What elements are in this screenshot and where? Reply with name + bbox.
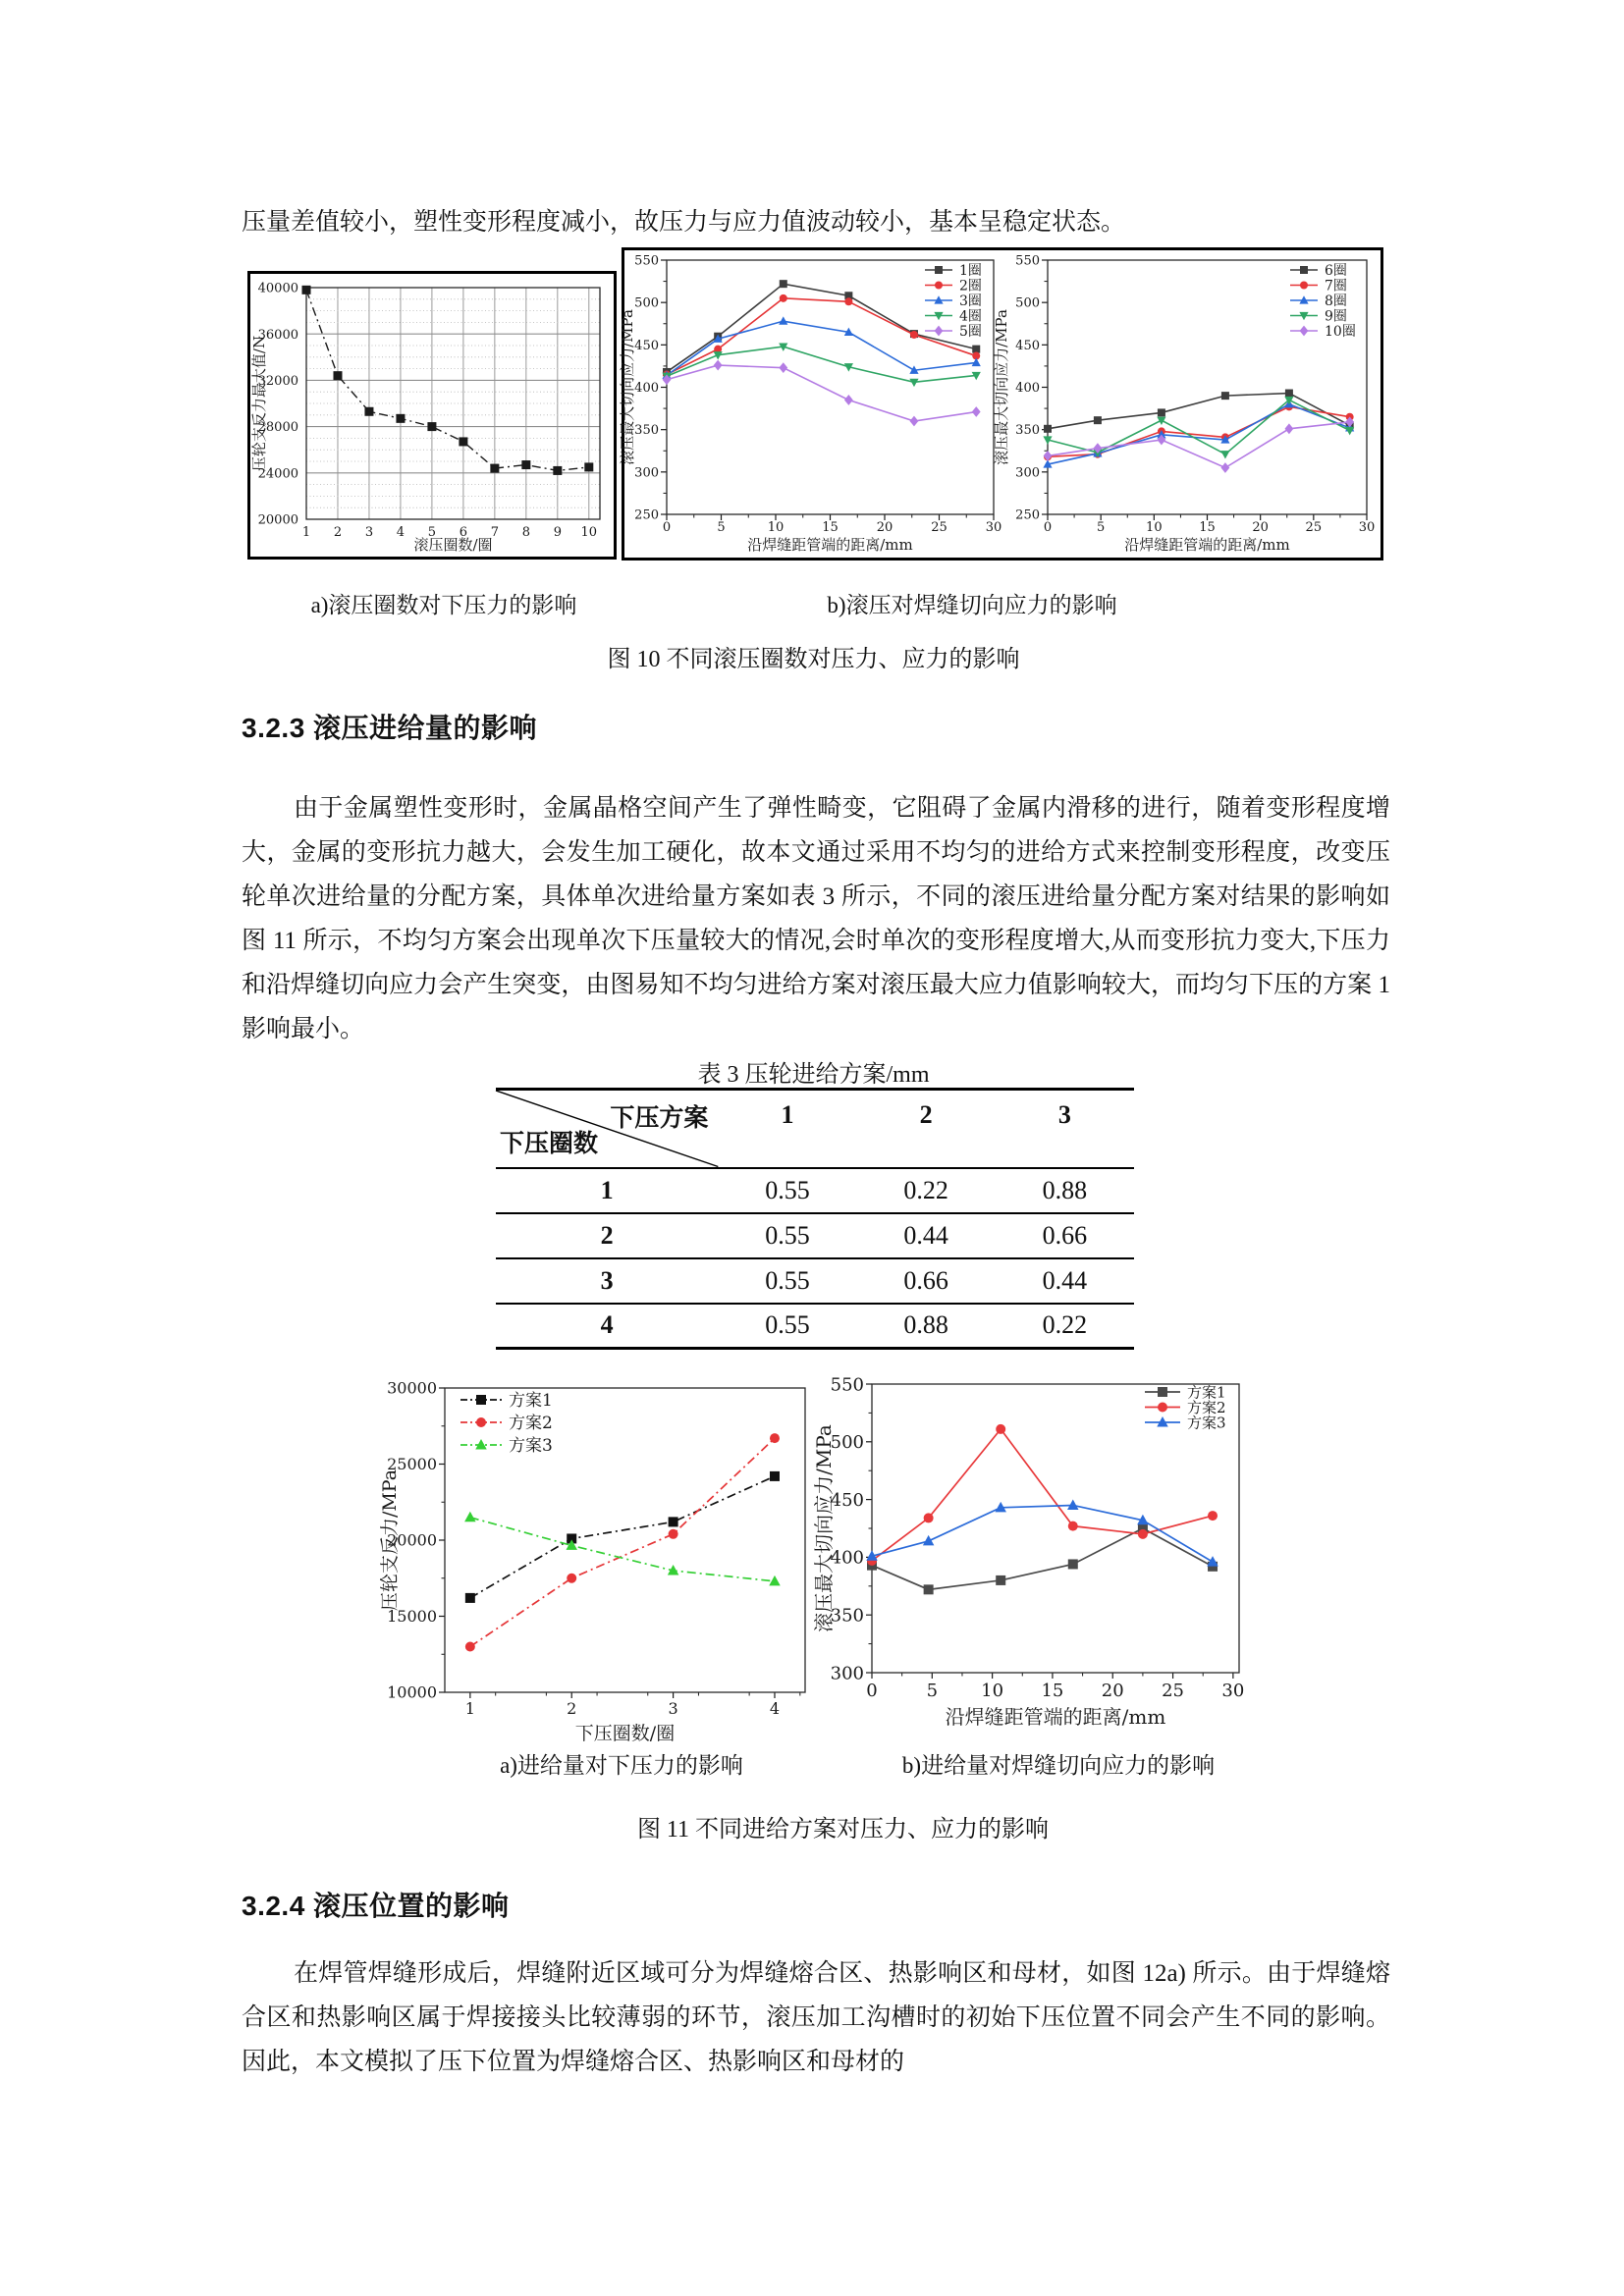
svg-text:10: 10 xyxy=(981,1681,1004,1701)
table3-col-header: 1 xyxy=(781,1100,794,1129)
table-row-label: 3 xyxy=(600,1265,614,1295)
table-row-label: 2 xyxy=(600,1220,614,1250)
section-324-heading: 3.2.4 滚压位置的影响 xyxy=(242,1891,510,1921)
svg-text:4: 4 xyxy=(396,525,406,540)
corner-label-top: 下压方案 xyxy=(610,1105,709,1132)
svg-text:5: 5 xyxy=(427,525,437,540)
svg-text:250: 250 xyxy=(634,507,659,523)
table3-corner-cell xyxy=(496,1090,718,1168)
svg-text:300: 300 xyxy=(1015,465,1040,481)
svg-text:压轮支反力/MPa: 压轮支反力/MPa xyxy=(379,1468,401,1612)
svg-text:25: 25 xyxy=(1305,520,1323,535)
svg-text:30: 30 xyxy=(985,520,1002,535)
svg-text:36000: 36000 xyxy=(257,327,298,343)
svg-text:400: 400 xyxy=(634,381,659,397)
svg-text:5: 5 xyxy=(926,1681,939,1701)
svg-text:550: 550 xyxy=(634,253,659,269)
section-324-paragraph: 在焊管焊缝形成后，焊缝附近区域可分为焊缝熔合区、热影响区和母材，如图 12a) 所示。由于焊缝熔合区和热影响区属于焊接接头比较薄弱的环节，滚压加工沟槽时的初始下压位置不同会产生不同的影响。因此，本文模拟了压下位置为焊缝熔合区、热影响区和母材的 xyxy=(242,1960,1390,2075)
table-cell: 0.55 xyxy=(765,1175,810,1204)
svg-text:32000: 32000 xyxy=(257,373,298,389)
svg-text:25: 25 xyxy=(931,520,947,535)
fig10c-chart xyxy=(993,250,1380,558)
table-cell: 0.55 xyxy=(765,1220,810,1250)
table-row xyxy=(496,1258,1134,1304)
svg-text:450: 450 xyxy=(830,1489,864,1511)
svg-text:沿焊缝距管端的距离/mm: 沿焊缝距管端的距离/mm xyxy=(747,536,913,554)
svg-text:4: 4 xyxy=(769,1699,781,1718)
svg-text:7圈: 7圈 xyxy=(1325,278,1347,294)
fig10-caption: 图 10 不同滚压圈数对压力、应力的影响 xyxy=(607,647,1020,672)
svg-text:350: 350 xyxy=(830,1605,864,1627)
table-row xyxy=(496,1304,1134,1349)
svg-text:2: 2 xyxy=(333,525,343,540)
table-cell: 0.55 xyxy=(765,1310,810,1340)
table-cell: 0.22 xyxy=(1042,1310,1088,1340)
svg-text:5: 5 xyxy=(1097,520,1106,535)
svg-text:沿焊缝距管端的距离/mm: 沿焊缝距管端的距离/mm xyxy=(945,1705,1166,1729)
fig11b-chart xyxy=(812,1364,1263,1749)
svg-text:30: 30 xyxy=(1358,520,1376,535)
svg-text:20: 20 xyxy=(1101,1681,1124,1701)
fig10b-chart xyxy=(619,250,1002,558)
svg-text:500: 500 xyxy=(634,295,659,311)
fig10a-caption: a)滚压圈数对下压力的影响 xyxy=(310,593,577,617)
svg-text:450: 450 xyxy=(1015,338,1040,353)
table3-col-header: 3 xyxy=(1057,1100,1071,1129)
fig11b-caption: b)进给量对焊缝切向应力的影响 xyxy=(901,1753,1216,1778)
svg-text:15: 15 xyxy=(1041,1681,1064,1701)
svg-text:6圈: 6圈 xyxy=(1325,262,1347,279)
svg-text:9: 9 xyxy=(553,525,562,540)
fig11a-caption: a)进给量对下压力的影响 xyxy=(500,1753,743,1778)
svg-text:400: 400 xyxy=(830,1547,864,1569)
svg-text:方案2: 方案2 xyxy=(509,1413,553,1433)
svg-text:28000: 28000 xyxy=(257,420,298,436)
svg-text:滚压圈数/圈: 滚压圈数/圈 xyxy=(413,536,493,554)
svg-text:20000: 20000 xyxy=(257,512,298,528)
svg-text:滚压最大切向应力/MPa: 滚压最大切向应力/MPa xyxy=(812,1424,836,1632)
svg-text:方案3: 方案3 xyxy=(509,1435,553,1456)
svg-text:550: 550 xyxy=(830,1374,864,1396)
svg-text:10: 10 xyxy=(580,525,598,540)
table-row xyxy=(496,1213,1134,1258)
svg-text:6: 6 xyxy=(459,525,468,540)
svg-text:滚压最大切向应力/MPa: 滚压最大切向应力/MPa xyxy=(993,309,1010,465)
table-row xyxy=(496,1168,1134,1213)
svg-text:24000: 24000 xyxy=(257,466,298,482)
svg-text:4圈: 4圈 xyxy=(959,308,982,325)
svg-text:350: 350 xyxy=(634,423,659,439)
table-cell: 0.44 xyxy=(903,1220,948,1250)
svg-text:25000: 25000 xyxy=(387,1455,437,1474)
svg-text:300: 300 xyxy=(830,1663,864,1684)
svg-text:沿焊缝距管端的距离/mm: 沿焊缝距管端的距离/mm xyxy=(1124,536,1290,554)
svg-text:2圈: 2圈 xyxy=(959,278,982,294)
svg-text:550: 550 xyxy=(1015,253,1040,269)
svg-text:压轮支反力最大值/N: 压轮支反力最大值/N xyxy=(250,335,268,472)
svg-text:500: 500 xyxy=(830,1432,864,1454)
svg-text:滚压最大切向应力/MPa: 滚压最大切向应力/MPa xyxy=(619,309,636,465)
corner-label-bottom: 下压圈数 xyxy=(500,1130,599,1157)
svg-text:2: 2 xyxy=(567,1699,577,1718)
svg-text:15000: 15000 xyxy=(387,1607,437,1627)
table-row-label: 4 xyxy=(600,1310,614,1340)
section-323-heading: 3.2.3 滚压进给量的影响 xyxy=(242,713,538,743)
svg-text:30: 30 xyxy=(1221,1681,1245,1701)
fig11a-chart xyxy=(299,1366,825,1749)
svg-text:250: 250 xyxy=(1015,507,1040,523)
svg-text:300: 300 xyxy=(634,465,659,481)
table-cell: 0.44 xyxy=(1042,1265,1088,1295)
svg-text:500: 500 xyxy=(1015,295,1040,311)
svg-text:10圈: 10圈 xyxy=(1325,323,1356,340)
svg-text:9圈: 9圈 xyxy=(1325,308,1347,325)
svg-text:0: 0 xyxy=(866,1681,878,1701)
table-cell: 0.66 xyxy=(903,1265,948,1295)
fig10b-caption: b)滚压对焊缝切向应力的影响 xyxy=(827,593,1117,617)
intro-paragraph: 压量差值较小，塑性变形程度减小，故压力与应力值波动较小，基本呈稳定状态。 xyxy=(242,209,1126,236)
svg-text:3: 3 xyxy=(668,1699,678,1718)
svg-text:15: 15 xyxy=(822,520,839,535)
svg-text:5圈: 5圈 xyxy=(959,323,982,340)
svg-text:350: 350 xyxy=(1015,423,1040,439)
section-323-paragraph: 由于金属塑性变形时，金属晶格空间产生了弹性畸变，它阻碍了金属内滑移的进行，随着变形程度增大，金属的变形抗力越大，会发生加工硬化，故本文通过采用不均匀的进给方式来控制变形程度，改变压轮单次进给量的分配方案，具体单次进给量方案如表 3 所示，不同的滚压进给量分配方案对结果的影响如图 11 所示，不均匀方案会出现单次下压量较大的情况,会时单次的变形程度增大,从而变形抗力变大,下压力和沿焊缝切向应力会产生突变，由图易知不均匀进给方案对滚压最大应力值影响较大，而均匀下压的方案 1 影响最小。 xyxy=(242,795,1390,1042)
svg-text:方案1: 方案1 xyxy=(509,1390,553,1411)
svg-text:方案3: 方案3 xyxy=(1187,1414,1226,1432)
table3-caption: 表 3 压轮进给方案/mm xyxy=(697,1062,930,1088)
svg-text:8: 8 xyxy=(521,525,530,540)
svg-text:1: 1 xyxy=(464,1699,475,1718)
svg-text:15: 15 xyxy=(1199,520,1216,535)
svg-text:1圈: 1圈 xyxy=(959,262,982,279)
table-cell: 0.88 xyxy=(1042,1175,1088,1204)
svg-text:20: 20 xyxy=(876,520,893,535)
svg-text:3圈: 3圈 xyxy=(959,293,982,309)
table-cell: 0.22 xyxy=(903,1175,948,1204)
svg-text:40000: 40000 xyxy=(257,281,298,296)
svg-text:方案1: 方案1 xyxy=(1187,1383,1226,1402)
svg-text:20: 20 xyxy=(1252,520,1269,535)
table-row-label: 1 xyxy=(600,1175,614,1204)
table-cell: 0.55 xyxy=(765,1265,810,1295)
svg-text:8圈: 8圈 xyxy=(1325,293,1347,309)
svg-text:10: 10 xyxy=(767,520,785,535)
fig10a-panel xyxy=(247,271,617,560)
svg-text:3: 3 xyxy=(364,525,374,540)
svg-text:25: 25 xyxy=(1162,1681,1185,1701)
svg-text:10: 10 xyxy=(1146,520,1163,535)
svg-text:7: 7 xyxy=(490,525,500,540)
svg-text:400: 400 xyxy=(1015,381,1040,397)
svg-text:10000: 10000 xyxy=(387,1682,437,1702)
svg-text:1: 1 xyxy=(301,525,311,540)
svg-text:方案2: 方案2 xyxy=(1187,1398,1226,1416)
fig11-caption: 图 11 不同进给方案对压力、应力的影响 xyxy=(636,1817,1050,1842)
svg-text:30000: 30000 xyxy=(387,1378,437,1398)
svg-text:0: 0 xyxy=(1043,520,1053,535)
fig10a-chart xyxy=(250,274,614,557)
svg-text:5: 5 xyxy=(717,520,726,535)
svg-text:20000: 20000 xyxy=(387,1530,437,1550)
table-cell: 0.66 xyxy=(1042,1220,1088,1250)
table-3 xyxy=(496,1088,1134,1350)
table3-header-row xyxy=(496,1090,1134,1168)
svg-text:下压圈数/圈: 下压圈数/圈 xyxy=(574,1723,676,1744)
fig10bc-panel xyxy=(619,247,1383,561)
table3-col-header: 2 xyxy=(919,1100,933,1129)
table-cell: 0.88 xyxy=(903,1310,948,1340)
svg-text:0: 0 xyxy=(662,520,672,535)
svg-text:450: 450 xyxy=(634,338,659,353)
